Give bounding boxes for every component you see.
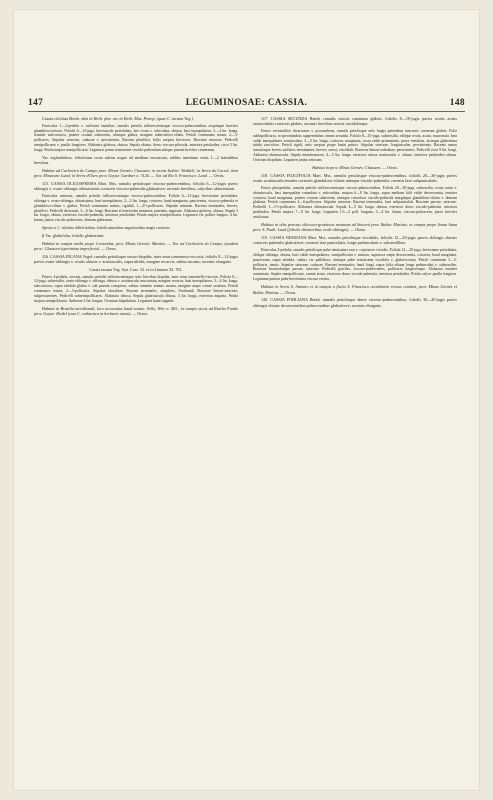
right-page-number: 148 xyxy=(449,98,465,108)
paragraph: Habitat in Brasilia meridionali, loco accuratius haud notato: Sello, Weir n. 403.; in campis siccis ad Riacho Fundo prov. Goyaz: Riedel (cum C. cathartica in herbario mixta). — Oreas. xyxy=(34,305,238,317)
book-page xyxy=(14,10,479,790)
paragraph: 117. CASSIA SECUNDA Benth. ramulis setosis castanum glabris, foliolis 8—10-jugis parvis ovatis acutis semicordatis coriaceis glabris; racemis brevibus setosis viscidulisque. xyxy=(253,116,457,127)
paragraph: Habitat in prov. Minas Geraës: Claussen. — Oreas. xyxy=(312,165,398,171)
paragraph: Fruticulus 3-pedalis, ramulis petiolisque pube tenuissima rara v. copiosiore viscidis. Foliola 12—20-juga, brevissime petiolulata, oblique oblonga, obtusa, basi valde inaequilatera, semipollicaria v. minora, superiora saepe decrescentia, coriacea, haud marginata, paucivenia, supra nitidula, subtus vix pallidiora, utrinque pube tenuissima viscidula v. glabrescentia. Petioli communis 3—5-pollicaris, tenuis. Stipulae setaceae, caducae. Racemi terminales, haud longi, supra folia ultima longe pedunculati v. subsessiles. Bracteae bracteolaeque parvae, setaceae. Pedicelli graciles, viscoso-pubescentes, pollicares longioresque. Alabastra tenuiter acuminata. Sepala semipollicaria, omnia acuta, exteriora dorso viscido-puberula, interiora petaloidea. Petala calyce paullo longiora. Legumina juniora pube brevissima viscosa vestita. xyxy=(253,248,457,281)
page-header xyxy=(28,98,465,110)
left-column xyxy=(34,116,238,319)
paragraph: Fruticulus 1—2-pedalis v. suffrutex humilior, ramulis petiolis inflorescentiaque viscoso-pubescentibus aequinque breviter glanduloso-setosis. Foliola 6—12-juga, breviuscule petiolulata, late ovata v. orbiculata, obtusa, basi inaequilatera, 3—4 lin. longa, tenuiter subcoriacea, praeter costam subavenia, utrinque glabra, margine tuberculoso-ciliata. Petioli communes tenuis, 2—3-pollicares. Stipulae setaceae, caducae v. persistentes. Racemi pluriflori, foliis saepius breviores. Bracteae setaceae. Pedicelli semipollicares v. paullo longiores. Alabastra globosa, obtusa. Sepala obtusa, dorso viscoso-pilosula, interiora petaloidea, circa 3 lin. longa. Petala majora semipollicaria. Legumen junius tenuissime viscido-puberulum antique passim breviter cinnereum. xyxy=(34,123,238,152)
header-rule xyxy=(28,111,465,112)
paragraph: Fruticulus ramosus, ramulis petiolis inflorescentiaque viscoso-pubescentibus. Foliola 6—12-juga, brevissime petiolulata, oblonga v. ovato-oblonga, obtusissima, basi inaequilatera, 2—3 lin. longa, coriacea, haud marginata, paucivenia, viscoso-puberula et glanduloso-ciliata v. glabra. Petioli communes tenues, rigiduli, 1—2½-pollicares. Stipulae minutae. Racemi terminales, breves, pluriflori. Pedicelli divaricati, 3—6 lin. longi. Bracteae et bracteolae minimae, patentes, angustae. Alabastra globosa, obtusa. Sepala 3 lin. longa, obtusa, exteriora viscido-puberula, interiora petaloidea. Petala majora semipollicaria. Legumen vix pollice longius, 4 lin. latum, junius viscido-pubescens, demum glabratum. xyxy=(34,194,238,223)
paragraph: 118. CASSIA FILICIFOLIA Mart. Mss. ramulis petiolisque viscoso-pubescentibus, foliolis 20—30-jugis parvis ovatis acutiusculis tenuiter coriaceis glanduloso-ciliatis utrinque viscido-puberulis; racemis laxe subpaniculatis. xyxy=(253,172,457,184)
paragraph: Habitat ad Cachoeira do Campo prov. Minas Geraës: Claussen; in monte Itabiri: Weddell; in Serra do Curral, item prov. Minarum: Lund; in Serra d'Ouro prov. Goyaz: Gardner n. 3126. — Var. ad Rio S. Francisco: Lund. — Oreas. xyxy=(34,168,238,179)
paragraph: 115. CASSIA OLIGOSPERMA Mart. Mss. ramulis petiolisque viscoso-pubescentibus, foliolis 6—12-jugis parvis oblongis v. ovato-oblongis obtusissimis coriaceis viscoso-puberulis glabratisve; racemis brevibus, calycibus obtusissimis. xyxy=(34,181,238,192)
paragraph: Frutex pluripedalis, ramulis petiolis inflorescentiaque viscoso-pubescentibus. Foliola 20—30-juga, subsessilia, ovata acuta v. obtusiuscula, basi inaequaliter rotundata v. subcordata, majora 6—8 lin. longa, supra medium folii valde decrescentia, tenuiter coriacea, haud marginata, praeter costam subavenia, utrinque concolora viscido-puberula marginque glanduloso-ciliata v. demum glabrata. Petioli communes 4—6-pollicares. Stipulae setaceae. Racemi terminales, laxe subpaniculati. Bracteae parvae, setaceae. Pedicelli 1—1½-pollicares. Alabastra obtusiuscula. Sepala 4—5 lin. longa, obtusa, exteriora dorso viscido-puberula, interiora petaloidea. Petala majora 7—8 lin. longa. Legumen 1½—2 poll. longum, 3—4 lin. latum, viscoso-pubescens, parce breviter setulosum. xyxy=(253,185,457,219)
paragraph: 116. CASSIA INCANA Vogel: ramulis petiolisque setoso-hispidis, inter setas tomentoso-viscosis; foliolis 8—12-jugis parvis ovato-oblongis v. ovatis obtusis v. acutiusculis, supra nitidis, margine recurvis, subtus incanis; racemis elongatis. xyxy=(34,253,238,264)
paragraph: Species a C. ciliolata differt habitu, foliolis minoribus angustioribus magis coriaceis. xyxy=(42,225,171,230)
right-column xyxy=(253,116,457,310)
paragraph: Frutex verisimiliter divaricatus v. procumbens, ramulis petiolisque setis longis patentibus instructis caeterum glabris. Folia subbipollicaria, in speciminibus suppetentibus omnia secunda. Foliola 8—10-juga, subsessilia, oblique ovata, acuta, mucronata, basi valde inaequilatera semicordata, 3—5 lin. longa, coriacea, marginata, costa valde prominente, parce venulosa, utrinque glaberrima nitida concolora. Petioli rigidi, setis saepius prope basin paucis. Stipulae setaceae, longiusculae, persistentes. Racemi ramos ramulosque breves axillares terminantes, breves, setosi, viscidiuli. Bracteae lineari-subulatae, persistentes. Pedicelli circa 9 lin. longi. Alabastra obtusiuscula. Sepala membranacea, 4—5 lin. longa, exteriora setosa acutiuscula v. obtusa, interiora petaloidea obtusa. Ovarium hispidum. Legumen junius setosum. xyxy=(253,129,457,162)
paragraph: Habitat in campis aridis prope Contendas, prov. Minas Geraës: Martius. — Var. ad Cachoeira do Campo, ejusdem prov.: Claussen (specimina imperfecta). — Oreas. xyxy=(34,240,238,251)
paragraph: 119. CASSIA NEESIANA Mart. Mss. ramulis petiolisque viscidulis, foliolis 12—20-jugis parvis oblongis obtusis coriaceis puberulis glabratisve; racemis laxe paniculatis, longe pedunculatis v. subsessilibus. xyxy=(253,235,457,246)
page-number: 147 xyxy=(28,98,44,108)
paragraph: β Var. glabrifolia, foliolis glaberrimis. xyxy=(42,232,105,238)
paragraph: Cassia incana Vog. Syn. Cass. 52. et in Linnaea XI. 701. xyxy=(89,266,183,272)
paragraph: Cassia ciliolata Benth. olim in Herb. plur. nec in Herb. Mus. Petrop. (quae C. incana Vog.). xyxy=(42,116,194,121)
paragraph: 120. CASSIA POHLIANA Benth. ramulis petiolisque dense viscoso-pubescentibus; foliolis 30—40-jugis parvis oblongis obtusis decrescentibus pubescentibus glabrativve; racemis elongatis. xyxy=(253,297,457,308)
paragraph: Habitat in altis petrosis siliceoso-granitosis montium ad Sincorá prov. Bahia: Martius; in campis prope Santa Anna prov. S. Pauli: Lund (foliolis obtusioribus ovali-oblongis). — Oreas. xyxy=(253,222,457,233)
paragraph: Habitat in Serra S. Antonio et in campis a fluvio S. Francisco occidentem versus comitiis, prov. Minas Geraës et Bahia: Martius. — Oreas. xyxy=(253,284,457,295)
running-title: LEGUMINOSAE: CASSIA. xyxy=(185,98,308,108)
paragraph: Frutex 4-pedalis, erectus, ramulis petiolis inflorescentiaque setis brevibus hispidis, inter setas tomentello-viscosis. Foliola 8—12-juga, subsessilia, ovato-oblonga v. oblonga, obtusa v. acutiuscula, mucronata, margine recurva, basi inaequilatera, 3—6 lin. longa, subcoriacea, supra nitidula glabra v. sub passim conspersa, subtus tomento minuto incana, margine aeque costae setulosa. Petioli communes tenuis, 2—3-pollicaria. Stipulae obsoletae. Racemi terminales, simplices, floribundi. Bracteae lineari-setaceae, subpersistentes. Pedicelli subsemipollicares. Alabastra obtusa. Sepala glabriuscula obtusa, 3 lin. longa, exteriora angusta. Petala majora semipollicaria. Antherae 2 lin. longae. Ovarium hispidulum. Legumen haud suppetit. xyxy=(34,274,238,303)
paragraph: Var. eiglandulosa, foliolorum costa subtus usque ad medium incrassata, additis interdum venis 1—2 lateralibus brevibus. xyxy=(34,155,238,166)
